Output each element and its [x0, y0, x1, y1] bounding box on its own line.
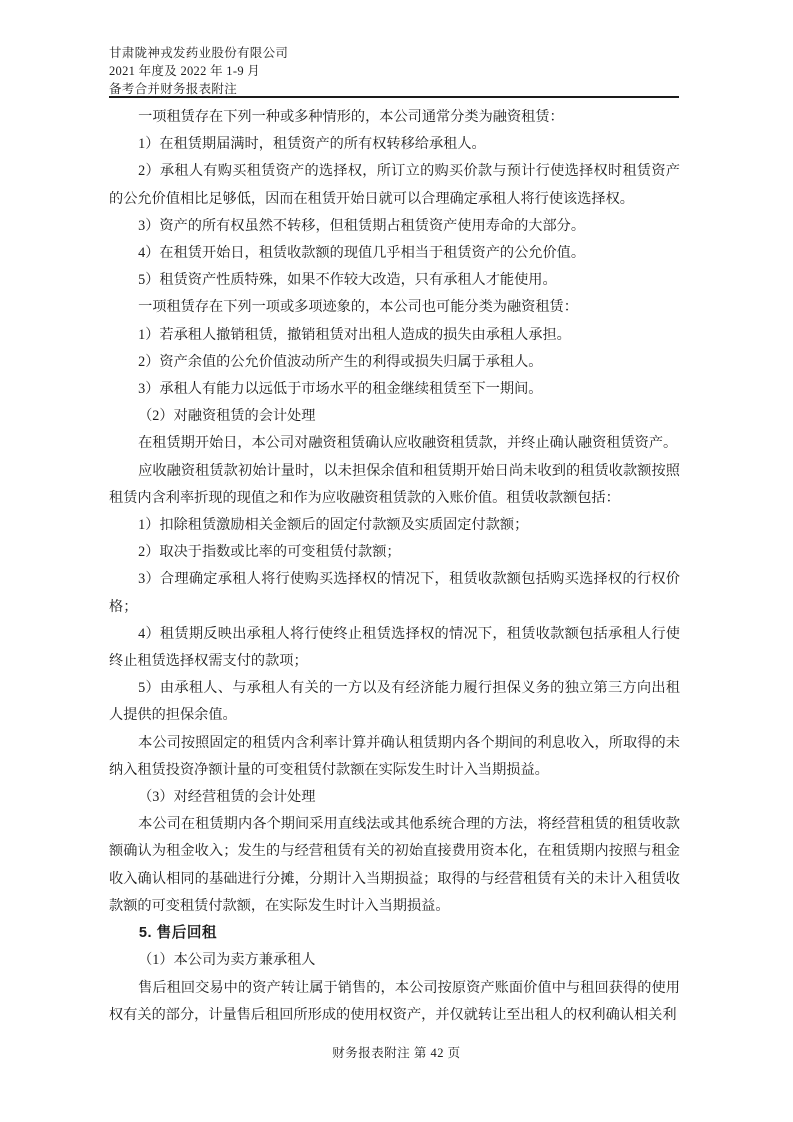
- paragraph: 3）合理确定承租人将行使购买选择权的情况下，租赁收款额包括购买选择权的行权价格；: [109, 571, 680, 615]
- paragraph: 一项租赁存在下列一项或多项迹象的，本公司也可能分类为融资租赁：: [138, 299, 578, 316]
- paragraph: 5）由承租人、与承租人有关的一方以及有经济能力履行担保义务的独立第三方向出租人提供的担保余值。: [109, 680, 680, 724]
- paragraph: 4）在租赁开始日，租赁收款额的现值几乎相当于租赁资产的公允价值。: [138, 245, 586, 262]
- paragraph: 3）资产的所有权虽然不转移，但租赁期占租赁资产使用寿命的大部分。: [138, 217, 586, 234]
- document-body: [109, 104, 680, 1029]
- paragraph: 本公司在租赁期内各个期间采用直线法或其他系统合理的方法，将经营租赁的租赁收款额确认为租金收入；发生的与经营租赁有关的初始直接费用资本化，在租赁期内按照与租金收入确认相同的基础进行分摊，分期计入当期损益；取得的与经营租赁有关的未计入租赁收款额的可变租赁付款额，在实际发生时计入当期损益。: [109, 816, 680, 914]
- paragraph: 在租赁期开始日，本公司对融资租赁确认应收融资租赁款，并终止确认融资租赁资产。: [138, 435, 678, 452]
- header-divider-rule: [109, 96, 679, 98]
- paragraph: 一项租赁存在下列一种或多种情形的，本公司通常分类为融资租赁：: [138, 109, 564, 125]
- paragraph: 1）扣除租赁激励相关金额后的固定付款额及实质固定付款额；: [138, 517, 529, 534]
- paragraph: 2）取决于指数或比率的可变租赁付款额；: [138, 544, 401, 561]
- paragraph: （3）对经营租赁的会计处理: [138, 789, 316, 806]
- section-heading: 5. 售后回租: [138, 925, 218, 942]
- paragraph: （2）对融资租赁的会计处理: [138, 408, 316, 425]
- paragraph: 4）租赁期反映出承租人将行使终止租赁选择权的情况下，租赁收款额包括承租人行使终止租赁选择权需支付的款项；: [109, 625, 680, 670]
- header-report-period: 2021 年度及 2022 年 1-9 月: [109, 64, 261, 78]
- paragraph: 3）承租人有能力以远低于市场水平的租金继续租赁至下一期间。: [138, 381, 543, 398]
- paragraph: 2）承租人有购买租赁资产的选择权，所订立的购买价款与预计行使选择权时租赁资产的公允价值相比足够低，因而在租赁开始日就可以合理确定承租人将行使该选择权。: [109, 163, 680, 207]
- page-header: [109, 44, 681, 98]
- paragraph: 售后租回交易中的资产转让属于销售的，本公司按原资产账面价值中与租回获得的使用权有关的部分，计量售后租回所形成的使用权资产，并仅就转让至出租人的权利确认相关利: [109, 979, 680, 1023]
- paragraph: 1）若承租人撤销租赁，撤销租赁对出租人造成的损失由承租人承担。: [138, 326, 571, 343]
- header-doc-title: 备考合并财务报表附注: [109, 82, 238, 96]
- paragraph: 5）租赁资产性质特殊，如果不作较大改造，只有承租人才能使用。: [138, 272, 557, 289]
- paragraph: 1）在租赁期届满时，租赁资产的所有权转移给承租人。: [138, 136, 486, 153]
- paragraph: 2）资产余值的公允价值波动所产生的利得或损失归属于承租人。: [138, 353, 543, 370]
- paragraph: 应收融资租赁款初始计量时，以未担保余值和租赁期开始日尚未收到的租赁收款额按照租赁内含利率折现的现值之和作为应收融资租赁款的入账价值。租赁收款额包括：: [109, 462, 680, 506]
- paragraph: 本公司按照固定的租赁内含利率计算并确认租赁期内各个期间的利息收入，所取得的未纳入租赁投资净额计量的可变租赁付款额在实际发生时计入当期损益。: [109, 734, 680, 778]
- paragraph: （1）本公司为卖方兼承租人: [138, 952, 316, 969]
- page-footer: 财务报表附注 第 42 页: [332, 1046, 461, 1060]
- header-company-name: 甘肃陇神戎发药业股份有限公司: [109, 46, 289, 60]
